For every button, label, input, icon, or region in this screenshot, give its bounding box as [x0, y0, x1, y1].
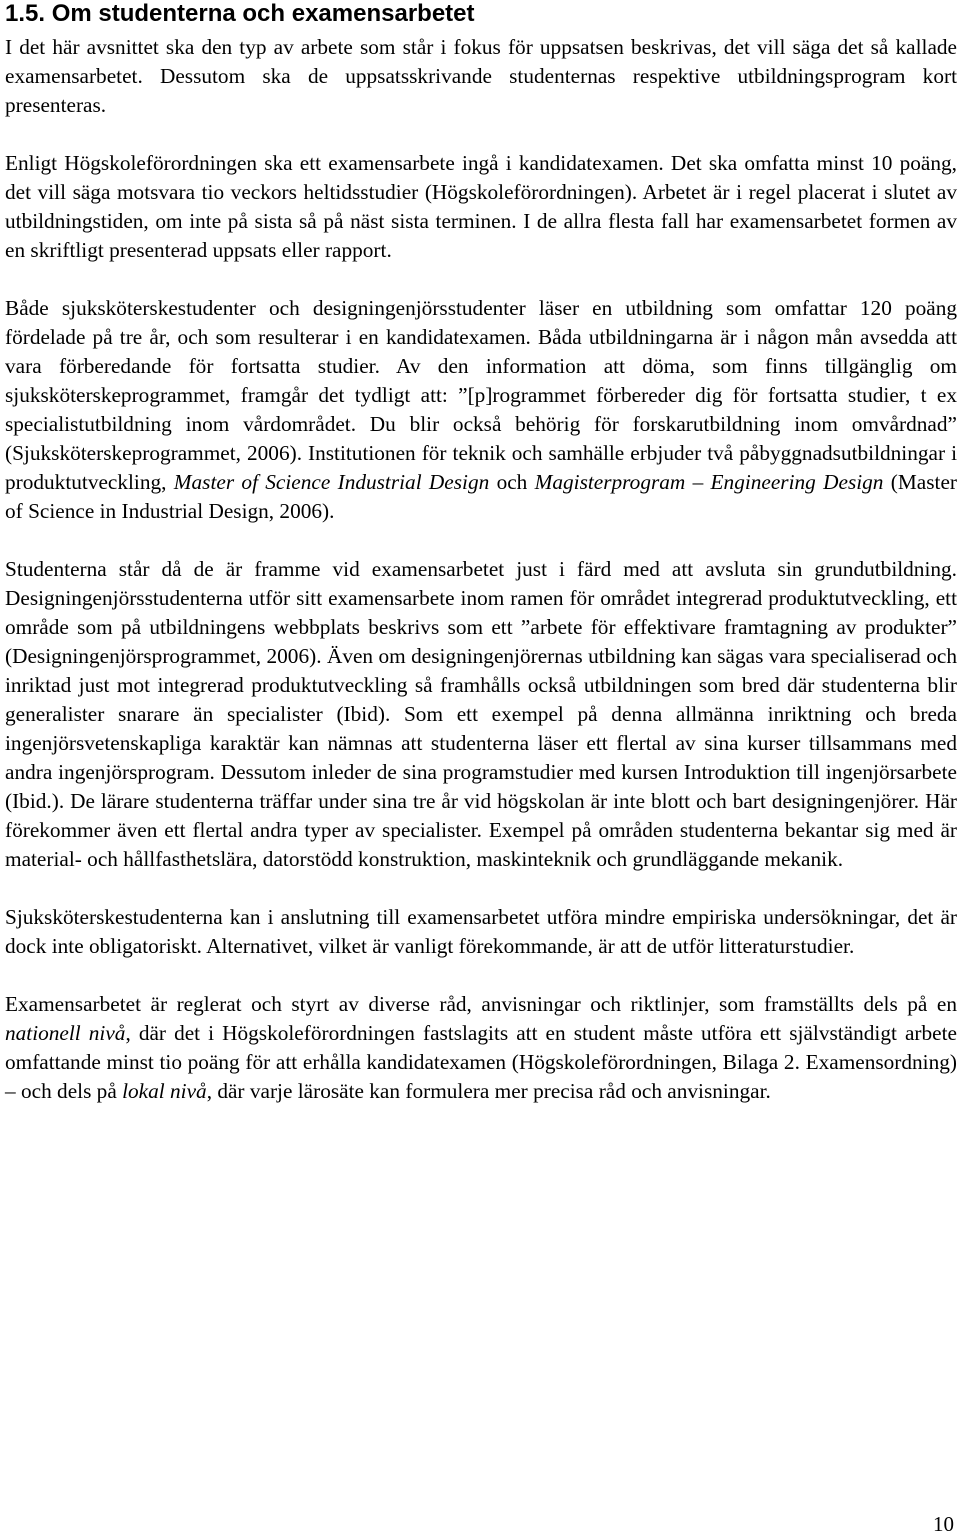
paragraph-programs [5, 294, 957, 526]
paragraph-programs-text-2: och [489, 470, 535, 494]
paragraph-guidelines-italic-1: nationell nivå [5, 1021, 126, 1045]
paragraph-guidelines-text-1: Examensarbetet är reglerat och styrt av diverse råd, anvisningar och riktlinjer, som framställts dels på en [5, 992, 957, 1016]
section-heading: 1.5. Om studenterna och examensarbetet [5, 0, 475, 27]
paragraph-programs-italic-2: Magisterprogram – Engineering Design [534, 470, 884, 494]
paragraph-intro: I det här avsnittet ska den typ av arbete som står i fokus för uppsatsen beskrivas, det vill säga det så kallade examensarbetet. Dessutom ska de uppsatsskrivande studenternas respektive utbildningsprogram kort presenteras. [5, 35, 957, 117]
paragraph-regulation: Enligt Högskoleförordningen ska ett examensarbete ingå i kandidatexamen. Det ska omfatta minst 10 poäng, det vill säga motsvara tio veckors heltidsstudier (Högskoleförordningen). Arbetet är i regel placerat i slutet av utbildningstiden, om inte på sista så på näst sista terminen. I de allra flesta fall har examensarbetet formen av en skriftligt presenterad uppsats eller rapport. [5, 151, 957, 262]
paragraph-design-students: Studenterna står då de är framme vid examensarbetet just i färd med att avsluta sin grundutbildning. Designingenjörsstudenterna utför sitt examensarbete inom ramen för området integrerad produktutveckling, ett område som på utbildningens webbplats beskrivs som ett ”arbete för effektivare framtagning av produkter” (Designingenjörsprogrammet, 2006). Även om designingenjörernas utbildning kan sägas vara specialiserad och inriktad just mot integrerad produktutveckling så framhålls också utbildningen som bred där studenterna blir generalister snarare än specialister (Ibid). Som ett exempel på denna allmänna inriktning och breda ingenjörsvetenskapliga karaktär kan nämnas att studenterna läser ett flertal av sina kurser tillsammans med andra ingenjörsprogram. Dessutom inleder de sina programstudier med kursen Introduktion till ingenjörsarbete (Ibid.). De lärare studenterna träffar under sina tre år vid högskolan är inte blott och bart designingenjörer. Här förekommer även ett flertal andra typer av specialister. Exempel på områden studenterna bekantar sig med är material- och hållfasthetslära, datorstödd konstruktion, maskinteknik och grundläggande mekanik. [5, 557, 957, 871]
paragraph-programs-italic-1: Master of Science Industrial Design [173, 470, 490, 494]
document-page [5, 0, 957, 1106]
paragraph-guidelines [5, 990, 957, 1106]
paragraph-guidelines-italic-2: lokal nivå [122, 1079, 207, 1103]
paragraph-guidelines-text-2: , där det i Högskoleförordningen fastslagits att en student måste utföra ett självständigt arbete omfattande minst tio poäng för att erhålla kandidatexamen (Högskoleförordningen, Bilaga 2. Examensordning) – och dels på [5, 1021, 957, 1103]
page-number: 10 [933, 1512, 954, 1536]
paragraph-guidelines-text-3: , där varje lärosäte kan formulera mer precisa råd och anvisningar. [206, 1079, 771, 1103]
paragraph-programs-text-3: (Master of Science in Industrial Design, 2006). [5, 470, 957, 523]
paragraph-programs-text-1: Både sjuksköterskestudenter och designingenjörsstudenter läser en utbildning som omfattar 120 poäng fördelade på tre år, och som resulterar i en kandidatexamen. Båda utbildningarna är i någon mån avsedda att vara förberedande för fortsatta studier. Av den information att döma, som finns tillgänglig om sjuksköterskeprogrammet, framgår det tydligt att: ”[p]rogrammet förbereder dig för fortsatta studier, t ex specialistutbildning inom vårdområdet. Du blir också behörig för forskarutbildning inom omvårdnad” (Sjuksköterskeprogrammet, 2006). Institutionen för teknik och samhälle erbjuder två påbyggnadsutbildningar i produktutveckling, [5, 296, 957, 494]
paragraph-nursing-students: Sjuksköterskestudenterna kan i anslutning till examensarbetet utföra mindre empiriska undersökningar, det är dock inte obligatoriskt. Alternativet, vilket är vanligt förekommande, är att de utför litteraturstudier. [5, 905, 957, 958]
